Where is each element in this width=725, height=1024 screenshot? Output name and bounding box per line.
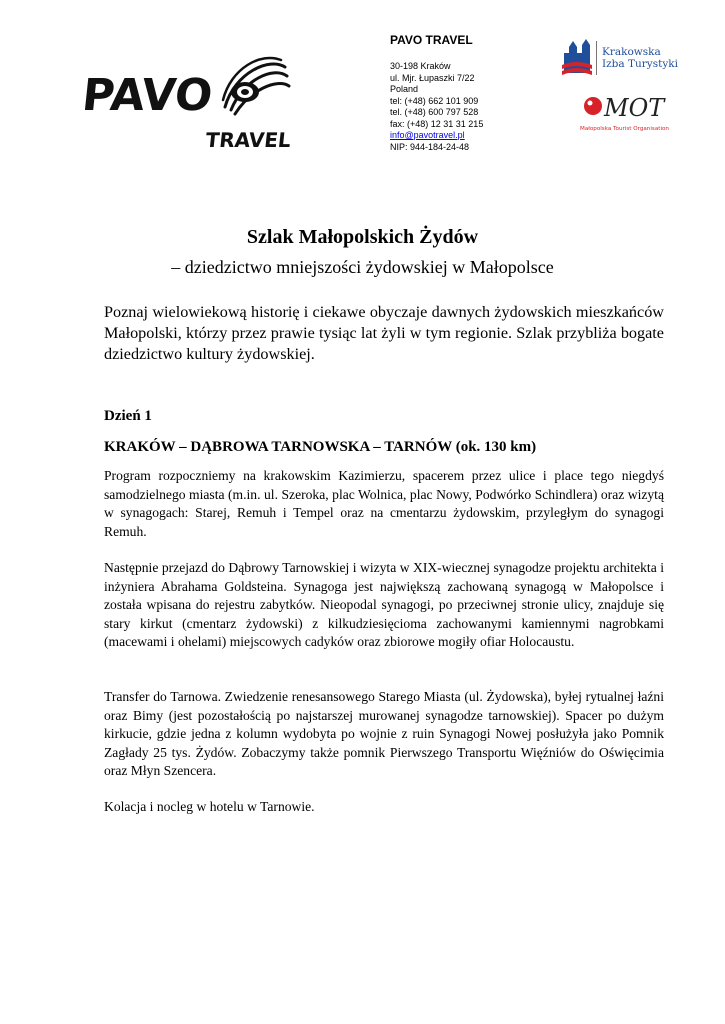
phone-line: tel: (+48) 662 101 909 — [390, 95, 479, 106]
body-paragraph: Transfer do Tarnowa. Zwiedzenie renesansowego Starego Miasta (ul. Żydowska), byłej rytualnej łaźni oraz Bimy (jest pozostałością po najstarszej murowanej synagodze tarnowskiej). Spacer po dużym kirkucie, gdzie jedna z kolumn wydobyta po wojnie z ruin Synagogi Nowej posłużyła jako Pomnik Zagłady 25 tys. Żydów. Zobaczymy także pomnik Pierwszego Transportu Więźniów do Oświęcimia oraz Młyn Szencera. — [104, 689, 664, 778]
body-paragraph: Kolacja i nocleg w hotelu w Tarnowie. — [104, 799, 315, 814]
route-heading: KRAKÓW – DĄBROWA TARNOWSKA – TARNÓW (ok. 130 km) — [104, 439, 537, 455]
pavo-travel-logo — [85, 52, 295, 162]
mot-circle-icon — [584, 97, 602, 115]
castle-icon — [562, 39, 597, 75]
body-paragraph: Następnie przejazd do Dąbrowy Tarnowskiej i wizyta w XIX-wiecznej synagodze projektu architekta i inżyniera Abrahama Goldsteina. Synagoga jest największą zachowaną synagogą w Małopolsce i została wpisana do rejestru zabytków. Nieopodal synagogi, po przeciwnej stronie ulicy, znajduje się stary kirkut (cmentarz żydowski) z kilkudziesięcioma zachowanymi kamiennymi nagrobkami (macewami i ohelami) miejscowych cadyków oraz zbiorowe mogiły ofiar Holocaustu. — [104, 560, 664, 649]
fax-line: fax: (+48) 12 31 31 215 — [390, 118, 484, 129]
logo-text-sub: TRAVEL — [204, 128, 293, 152]
day-heading: Dzień 1 — [104, 408, 152, 424]
logo-text-main: PAVO — [85, 70, 216, 121]
intro-paragraph: Poznaj wielowiekową historię i ciekawe obyczaje dawnych żydowskich mieszkańców Małopolski, którzy przez prawie tysiąc lat żyli w tym regionie. Szlak przybliża bogate dziedzictwo kultury żydowskiej. — [104, 303, 664, 363]
address-line: ul. Mjr. Łupaszki 7/22 — [390, 72, 475, 83]
nip-line: NIP: 944-184-24-48 — [390, 141, 470, 152]
mot-logo — [578, 92, 683, 137]
company-info — [390, 33, 483, 153]
mot-caption: Małopolska Tourist Organisation — [580, 126, 669, 132]
address-line: 30-198 Kraków — [390, 61, 451, 71]
company-name: PAVO TRAVEL — [390, 33, 473, 47]
document-title: Szlak Małopolskich Żydów — [246, 226, 479, 248]
peacock-feather-icon — [85, 52, 295, 162]
address-line: Poland — [390, 84, 419, 94]
email-link[interactable]: info@pavotravel.pl — [390, 130, 465, 140]
kit-logo — [560, 35, 690, 80]
body-paragraph: Program rozpoczniemy na krakowskim Kazimierzu, spacerem przez ulice i place tego niegdyś samodzielnego miasta (m.in. ul. Szeroka, plac Wolnica, plac Nowy, Podwórko Schindlera) oraz wizytą w synagogach: Starej, Remuh i Tempel oraz na cmentarzu żydowskim, przyległym do synagogi Remuh. — [104, 468, 664, 539]
phone-line: tel. (+48) 600 797 528 — [390, 107, 479, 117]
mot-text: MOT — [604, 94, 665, 122]
kit-line1: Krakowska — [602, 46, 661, 58]
document-subtitle: – dziedzictwo mniejszości żydowskiej w Małopolsce — [171, 257, 554, 277]
kit-line2: Izba Turystyki — [602, 58, 678, 70]
